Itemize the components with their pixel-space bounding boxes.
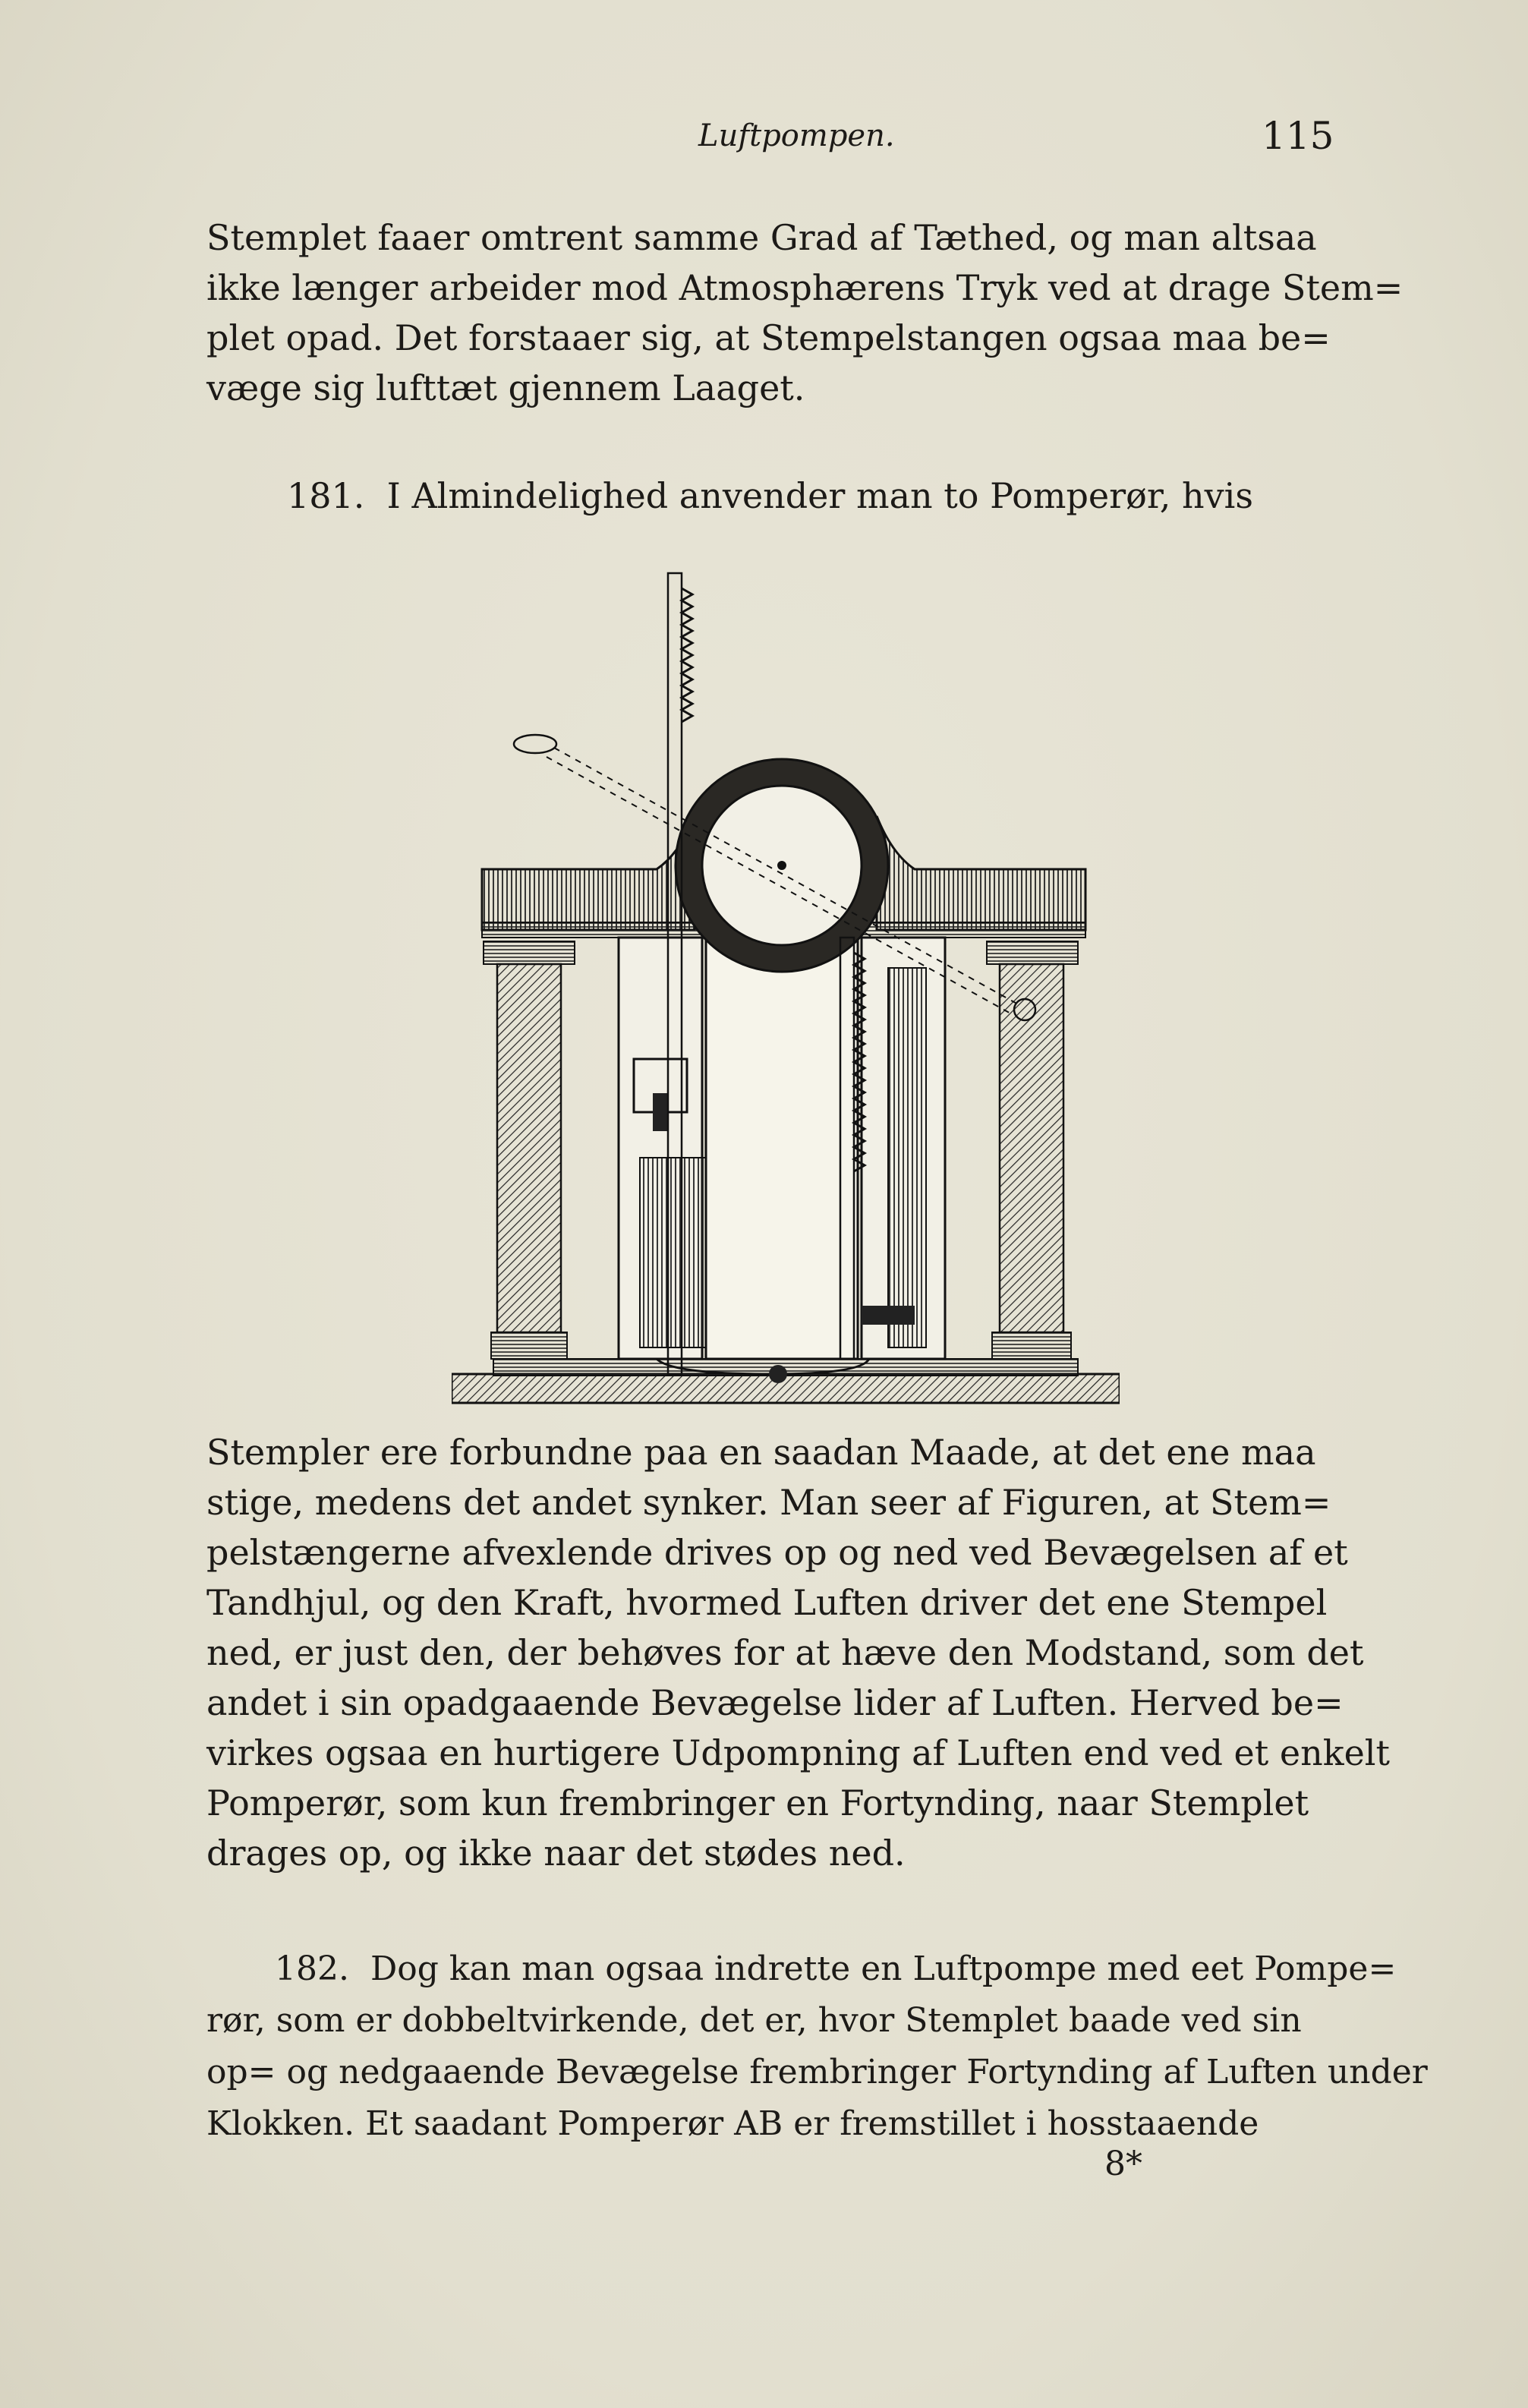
- text-line: op= og nedgaaende Bevægelse frembringer Fortynding af Luften under: [206, 2053, 1428, 2091]
- right-pump-barrel: [862, 938, 945, 1359]
- text-line: væge sig lufttæt gjennem Laaget.: [206, 367, 805, 408]
- air-pump-illustration: [452, 558, 1120, 1423]
- toothed-wheel: [676, 759, 888, 972]
- valve-knob: [769, 1365, 787, 1383]
- section-number: 181.: [287, 475, 365, 516]
- paragraph-stemplet: [206, 213, 1404, 413]
- right-column: [987, 941, 1078, 1359]
- text-line: Stemplet faaer omtrent samme Grad af Tæthed, og man altsaa: [206, 217, 1317, 258]
- paragraph-182: [206, 1943, 1428, 2150]
- text-line: Stempler ere forbundne paa en saadan Maade, at det ene maa: [206, 1432, 1316, 1473]
- text-line: ned, er just den, der behøves for at hæve den Modstand, som det: [206, 1632, 1364, 1673]
- section-number: 182.: [275, 1949, 349, 1988]
- text-line: [206, 1943, 1397, 1995]
- left-column: [484, 941, 575, 1359]
- text-line: andet i sin opadgaaende Bevægelse lider af Luften. Herved be=: [206, 1682, 1344, 1723]
- running-head: Luftpompen.: [698, 118, 895, 153]
- page-number: 115: [1262, 114, 1334, 158]
- text-line: virkes ogsaa en hurtigere Udpompning af Luften end ved et enkelt: [206, 1732, 1390, 1773]
- text-line: rør, som er dobbeltvirkende, det er, hvor Stemplet baade ved sin: [206, 2001, 1302, 2040]
- text-line: [287, 471, 1375, 521]
- text-line: Tandhjul, og den Kraft, hvormed Luften driver det ene Stempel: [206, 1582, 1328, 1623]
- text-line: Pomperør, som kun frembringer en Fortynding, naar Stemplet: [206, 1782, 1309, 1823]
- text-line: plet opad. Det forstaaer sig, at Stempelstangen ogsaa maa be=: [206, 317, 1331, 358]
- text-line: Klokken. Et saadant Pomperør AB er fremstillet i hosstaaende: [206, 2104, 1259, 2143]
- page-header: [0, 114, 1528, 167]
- central-frame: [706, 938, 858, 1359]
- signature-mark: 8*: [1104, 2145, 1142, 2183]
- right-beam: [877, 816, 1085, 930]
- text-line: drages op, og ikke naar det stødes ned.: [206, 1833, 906, 1874]
- air-pump-figure: [452, 558, 1120, 1423]
- text-line: pelstængerne afvexlende drives op og ned ved Bevægelsen af et: [206, 1532, 1348, 1573]
- text-line: ikke længer arbeider mod Atmosphærens Tryk ved at drage Stem=: [206, 267, 1404, 308]
- left-beam: [482, 816, 695, 930]
- paragraph-181: [287, 471, 1375, 521]
- text-fragment: Dog kan man ogsaa indrette en Luftpompe med eet Pompe=: [370, 1949, 1397, 1988]
- text-line: stige, medens det andet synker. Man seer af Figuren, at Stem=: [206, 1482, 1331, 1523]
- text-fragment: I Almindelighed anvender man to Pomperør, hvis: [386, 475, 1253, 516]
- paragraph-stempler: [206, 1427, 1390, 1878]
